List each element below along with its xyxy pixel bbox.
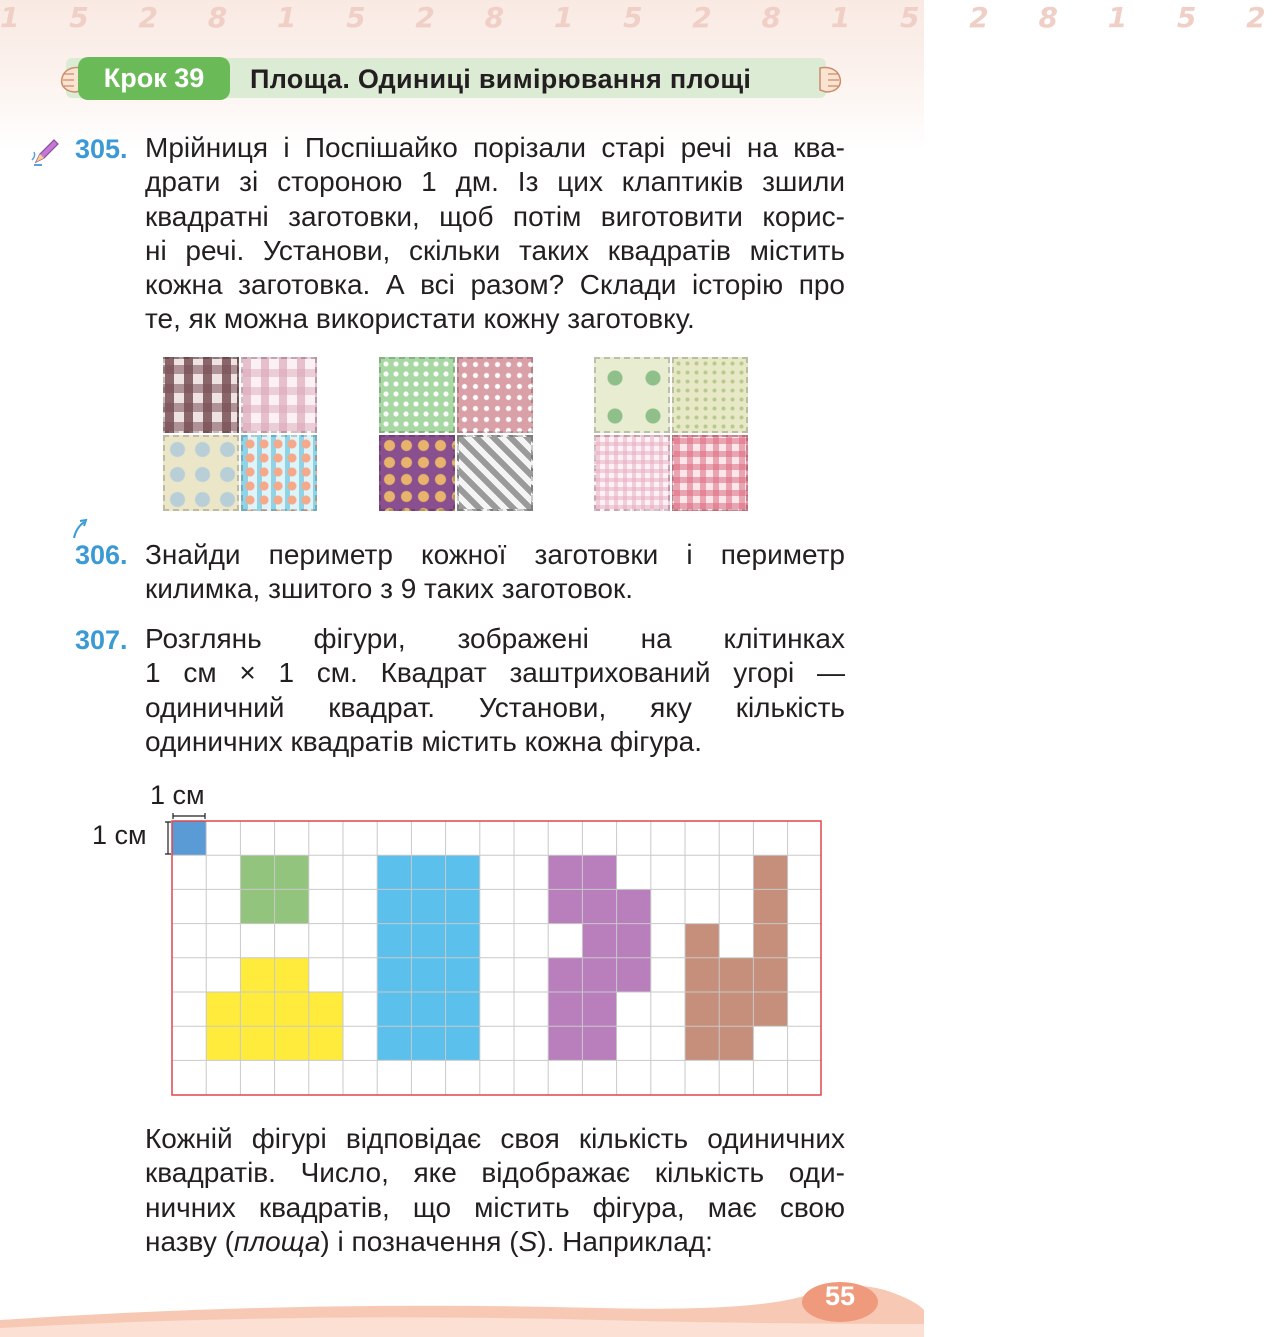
- patchwork-3: [594, 357, 752, 515]
- shape-cell: [446, 924, 480, 958]
- text-line: драти зі стороною 1 дм. Із цих клаптиків зшили: [145, 166, 845, 198]
- shape-cell: [753, 924, 787, 958]
- task-305-number: 305.: [75, 134, 128, 164]
- text-line: квадратні заготовки, щоб потім виготовити корис-: [145, 200, 845, 232]
- footer-wave: [0, 1280, 924, 1337]
- unit-square: [172, 821, 206, 855]
- unit-label-top: 1 см: [150, 780, 205, 810]
- shape-cell: [240, 992, 274, 1026]
- task-307-number: 307.: [75, 625, 128, 655]
- task-306-text: [145, 538, 845, 607]
- shape-cell: [685, 1026, 719, 1060]
- shape-cell: [685, 992, 719, 1026]
- shape-cell: [548, 889, 582, 923]
- arrow-icon: [70, 518, 90, 540]
- patch-green-dots: [379, 357, 455, 433]
- unit-label-left: 1 см: [92, 820, 147, 850]
- right-hand-icon: [816, 62, 846, 96]
- text-line: Розглянь фігури, зображені на клітинках: [145, 623, 845, 654]
- shape-cell: [582, 889, 616, 923]
- shape-cell: [446, 992, 480, 1026]
- shape-cell: [275, 855, 309, 889]
- text-fragment: ) і позначення (: [320, 1225, 519, 1257]
- patch-beige-dots: [163, 435, 239, 511]
- text-line: кожна заготовка. А всі разом? Склади історію про: [145, 269, 845, 301]
- text-line: килимка, зшитого з 9 таких заготовок.: [145, 573, 634, 605]
- shape-cell: [411, 1026, 445, 1060]
- shape-cell: [377, 855, 411, 889]
- task-307-text: [145, 622, 845, 759]
- text-line: одиничних квадратів містить кожна фігура.: [145, 725, 703, 757]
- shape-cell: [240, 1026, 274, 1060]
- page-title: Площа. Одиниці вимірювання площі: [250, 64, 752, 94]
- shape-cell: [617, 889, 651, 923]
- step-badge: Крок 39: [78, 57, 230, 100]
- shape-cell: [446, 855, 480, 889]
- text-line: одиничний квадрат. Установи, яку кількість: [145, 691, 845, 723]
- shape-cell: [582, 1026, 616, 1060]
- patch-brown-plaid: [163, 357, 239, 433]
- patch-pink-check: [594, 435, 670, 511]
- patch-rose-dots: [457, 357, 533, 433]
- text-fragment: назву (: [145, 1225, 234, 1257]
- shape-cell: [753, 958, 787, 992]
- shape-cell: [719, 992, 753, 1026]
- shape-cell: [240, 855, 274, 889]
- patch-sage-dots: [594, 357, 670, 433]
- shape-cell: [377, 992, 411, 1026]
- shape-cell: [377, 1026, 411, 1060]
- definition-text: [145, 1122, 845, 1259]
- dimension-left-arrow: [165, 822, 171, 854]
- shape-cell: [411, 855, 445, 889]
- text-line: ничних квадратів, що містить фігура, має свою: [145, 1191, 845, 1223]
- shape-cell: [275, 889, 309, 923]
- shape-cell: [582, 958, 616, 992]
- patch-olive-microdots: [672, 357, 748, 433]
- shape-cell: [377, 924, 411, 958]
- digits-decoration: 1 5 2 8 1 5 2 8 1 5 2 8 1 5 2 8 1 5 2: [0, 1, 1286, 34]
- shape-cell: [275, 992, 309, 1026]
- patch-purple-polka: [379, 435, 455, 511]
- task-305-text: [145, 131, 845, 337]
- patch-houndstooth: [457, 435, 533, 511]
- shape-cell: [582, 924, 616, 958]
- shape-cell: [206, 992, 240, 1026]
- shape-cell: [753, 889, 787, 923]
- shape-cell: [719, 1026, 753, 1060]
- patch-red-check: [672, 435, 748, 511]
- shape-cell: [753, 855, 787, 889]
- shape-cell: [617, 924, 651, 958]
- shape-cell: [582, 855, 616, 889]
- text-fragment: ). Наприклад:: [537, 1225, 713, 1257]
- shape-cell: [309, 992, 343, 1026]
- shape-cell: [206, 1026, 240, 1060]
- shape-cell: [446, 889, 480, 923]
- text-line: квадратів. Число, яке відображає кількість оди-: [145, 1157, 845, 1189]
- page-number: 55: [824, 1281, 856, 1311]
- shape-cell: [377, 889, 411, 923]
- shape-cell: [719, 958, 753, 992]
- shape-cell: [411, 924, 445, 958]
- text-line: те, як можна використати кожну заготовку.: [145, 303, 695, 335]
- pen-icon: [30, 134, 64, 168]
- text-line: Знайди периметр кожної заготовки і периметр: [145, 539, 845, 570]
- shape-cell: [240, 889, 274, 923]
- shape-cell: [685, 958, 719, 992]
- shape-cell: [548, 1026, 582, 1060]
- dimension-top-arrow: [173, 813, 205, 819]
- patchwork-2: [379, 357, 537, 515]
- text-line-last: [145, 1225, 845, 1259]
- shape-cell: [617, 958, 651, 992]
- shape-cell: [753, 992, 787, 1026]
- text-line: Мрійниця і Поспішайко порізали старі речі на ква-: [145, 132, 845, 163]
- shape-cell: [446, 1026, 480, 1060]
- patchwork-1: [163, 357, 321, 515]
- term-area: площа: [233, 1225, 321, 1257]
- shape-cell: [411, 992, 445, 1026]
- text-line: Кожній фігурі відповідає своя кількість одиничних: [145, 1123, 845, 1154]
- shape-cell: [582, 992, 616, 1026]
- text-line: 1 см × 1 см. Квадрат заштрихований угорі —: [145, 657, 845, 689]
- shape-cell: [548, 958, 582, 992]
- shape-cell: [411, 889, 445, 923]
- task-306-number: 306.: [75, 540, 128, 570]
- shape-cell: [275, 958, 309, 992]
- patch-pink-plaid: [241, 357, 317, 433]
- shape-cell: [309, 1026, 343, 1060]
- shape-cell: [275, 1026, 309, 1060]
- shape-cell: [411, 958, 445, 992]
- shape-cell: [446, 958, 480, 992]
- text-line: ні речі. Установи, скільки таких квадратів містить: [145, 234, 845, 266]
- shape-cell: [548, 992, 582, 1026]
- shape-cell: [240, 958, 274, 992]
- shape-cell: [172, 821, 206, 855]
- shape-cell: [685, 924, 719, 958]
- shape-cell: [548, 855, 582, 889]
- patch-blue-grid: [241, 435, 317, 511]
- square-grid: [171, 820, 823, 1098]
- shape-cell: [377, 958, 411, 992]
- symbol-s: S: [518, 1225, 538, 1257]
